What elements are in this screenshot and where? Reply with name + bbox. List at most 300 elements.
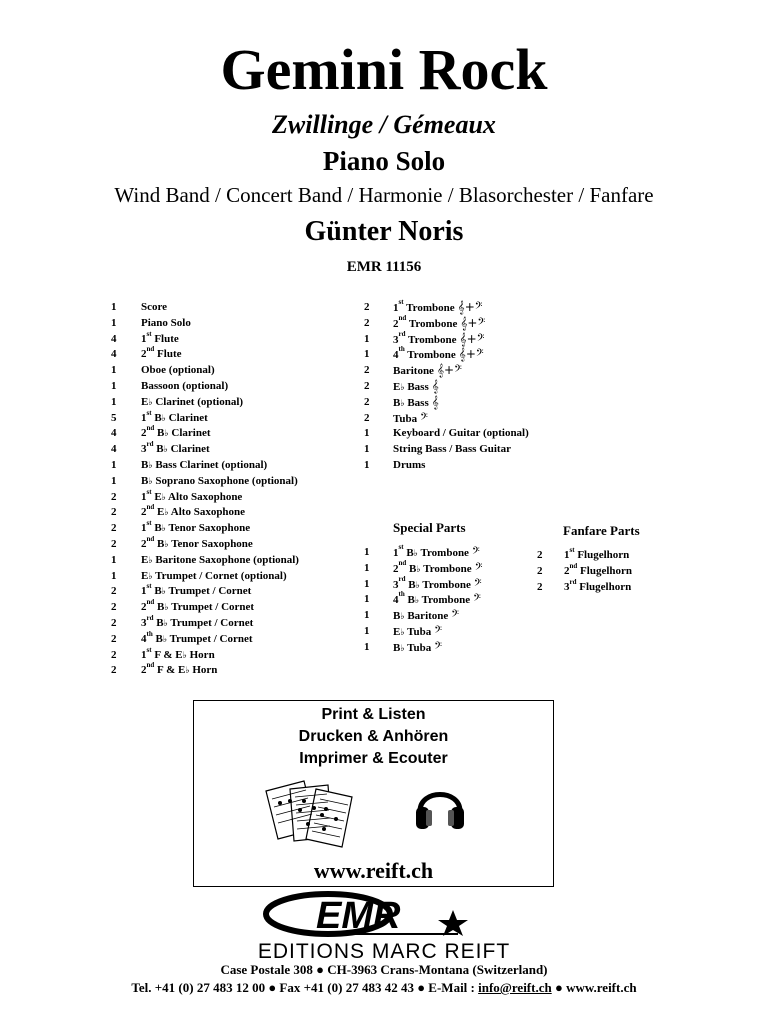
- flat-sign: ♭: [161, 491, 166, 502]
- part-quantity: 2: [364, 316, 370, 329]
- part-ordinal-suffix: rd: [146, 613, 154, 622]
- flat-sign: ♭: [162, 633, 168, 644]
- part-label-rest: Clarinet: [168, 427, 211, 440]
- part-quantity: 2: [111, 522, 117, 535]
- part-quantity: 2: [364, 301, 370, 313]
- part-quantity: 1: [111, 316, 117, 329]
- part-ordinal-suffix: nd: [146, 661, 155, 670]
- clef-icon: 𝄞: [431, 394, 439, 409]
- part-label-rest: Clarinet: [167, 443, 210, 456]
- part-name: [141, 379, 228, 395]
- part-label-rest: Clarinet: [165, 411, 208, 424]
- part-label-rest: Horn: [189, 664, 218, 677]
- part-name: [393, 640, 442, 656]
- part-name: [393, 624, 442, 640]
- part-label-rest: Bass Clarinet (optional): [152, 458, 268, 471]
- part-quantity: 2: [537, 564, 543, 577]
- list-item: [111, 521, 299, 537]
- flat-sign: ♭: [148, 570, 153, 581]
- list-item: [111, 613, 299, 632]
- part-ordinal: 2: [393, 562, 399, 575]
- flat-sign: ♭: [400, 642, 405, 653]
- part-quantity: 1: [364, 561, 370, 574]
- part-quantity: 1: [364, 577, 370, 590]
- part-label-rest: Baritone Saxophone (optional): [152, 553, 299, 566]
- part-label-rest: Tuba: [404, 625, 432, 638]
- part-label: Flute: [151, 332, 179, 345]
- fanfare-parts-list: [537, 548, 632, 595]
- part-name: [141, 363, 215, 379]
- part-quantity: 2: [364, 395, 370, 408]
- part-label: Trombone: [406, 317, 458, 330]
- part-label: Trombone: [404, 349, 456, 362]
- part-name: [141, 474, 298, 490]
- part-ordinal: 2: [141, 664, 147, 677]
- promo-line-fr: Imprimer & Ecouter: [299, 750, 448, 767]
- part-ordinal-suffix: st: [146, 408, 152, 417]
- part-quantity: 1: [364, 443, 370, 456]
- part-ordinal-suffix: st: [569, 546, 575, 554]
- flat-sign: ♭: [161, 412, 166, 423]
- emr-logo: [258, 890, 488, 942]
- list-item: [111, 458, 299, 474]
- list-item: [111, 426, 299, 442]
- subtitle: Zwillinge / Gémeaux: [272, 110, 496, 139]
- part-quantity: 2: [537, 549, 543, 561]
- part-quantity: 2: [364, 411, 370, 424]
- part-quantity: 1: [111, 474, 117, 487]
- sheet-music-icon: [264, 779, 358, 849]
- part-name: [393, 395, 439, 411]
- part-label: Drums: [393, 458, 426, 471]
- part-label: B: [141, 474, 149, 487]
- part-quantity: 1: [364, 546, 370, 558]
- part-ordinal-suffix: st: [146, 487, 152, 496]
- part-ordinal: 3: [141, 443, 147, 456]
- special-parts-list: [364, 545, 482, 656]
- part-label: Piano Solo: [141, 316, 191, 329]
- clef-icon: 𝄢: [451, 608, 460, 623]
- list-item: [111, 487, 299, 506]
- part-name: [141, 584, 251, 600]
- part-quantity: 2: [364, 364, 370, 377]
- clef-icon: 𝄢: [473, 592, 481, 607]
- part-ordinal: 4: [141, 632, 147, 645]
- part-label: B: [154, 537, 165, 550]
- promo-line-de: Drucken & Anhören: [298, 728, 449, 745]
- part-label-rest: Alto Saxophone: [165, 490, 243, 503]
- part-name: [393, 608, 459, 624]
- part-quantity: 4: [111, 332, 117, 345]
- part-ordinal-suffix: nd: [146, 424, 155, 433]
- part-label: Baritone: [393, 365, 434, 378]
- part-ordinal: 3: [564, 580, 570, 593]
- promo-line-en: Print & Listen: [321, 706, 426, 723]
- part-label: B: [151, 411, 162, 424]
- part-quantity: 1: [111, 553, 117, 566]
- part-label: Oboe (optional): [141, 364, 215, 377]
- list-item: [111, 600, 299, 616]
- part-quantity: 2: [111, 632, 117, 645]
- list-item: [111, 363, 299, 379]
- part-label: B: [153, 616, 164, 629]
- part-label-rest: Tuba: [404, 641, 432, 654]
- clef-icon: 𝄞+𝄢: [457, 300, 483, 314]
- list-item: [364, 608, 482, 624]
- part-label-rest: Tenor Saxophone: [168, 537, 253, 550]
- flat-sign: ♭: [415, 579, 420, 590]
- part-label: B: [406, 562, 417, 575]
- list-item: [111, 569, 299, 585]
- list-item: [364, 300, 529, 316]
- part-quantity: 1: [364, 332, 370, 345]
- part-ordinal-suffix: st: [398, 298, 404, 306]
- part-ordinal-suffix: st: [146, 645, 152, 654]
- part-quantity: 1: [111, 458, 117, 471]
- page-title: Gemini Rock: [220, 37, 548, 102]
- part-name: [141, 600, 254, 616]
- part-name: [393, 442, 511, 458]
- part-label: B: [154, 601, 165, 614]
- part-ordinal-suffix: rd: [569, 577, 577, 586]
- part-quantity: 1: [111, 569, 117, 582]
- list-item: [364, 395, 529, 411]
- part-ordinal: 1: [393, 302, 399, 314]
- part-ordinal-suffix: nd: [146, 534, 155, 543]
- list-item: [364, 458, 529, 474]
- part-label: B: [393, 610, 401, 623]
- part-name: [141, 613, 254, 632]
- part-quantity: 2: [111, 616, 117, 629]
- part-label: E: [154, 506, 165, 519]
- list-item: [111, 408, 299, 427]
- part-quantity: 1: [364, 593, 370, 606]
- list-item: [364, 313, 529, 332]
- part-label: B: [154, 427, 165, 440]
- flat-sign: ♭: [164, 507, 169, 518]
- list-item: [364, 558, 483, 577]
- list-item: [364, 347, 529, 363]
- part-quantity: 1: [364, 427, 370, 440]
- list-item: [111, 329, 299, 348]
- list-item: [364, 329, 529, 348]
- part-ordinal: 1: [141, 411, 147, 424]
- part-label: B: [152, 632, 163, 645]
- part-name: [141, 458, 267, 474]
- part-ordinal: 2: [141, 427, 147, 440]
- publisher-address: Case Postale 308 ● CH-3963 Crans-Montana (Switzerland): [220, 962, 548, 977]
- list-item: [364, 411, 529, 427]
- logo-text: EMR: [316, 895, 401, 937]
- part-ordinal-suffix: th: [146, 629, 153, 638]
- part-label: Flugelhorn: [574, 549, 630, 561]
- part-ordinal-suffix: th: [398, 590, 405, 599]
- flat-sign: ♭: [400, 381, 405, 392]
- part-name: [141, 505, 245, 521]
- part-label-rest: Trombone: [419, 578, 471, 591]
- list-item: [111, 395, 299, 411]
- part-label-rest: Bass: [404, 396, 429, 409]
- part-ordinal-suffix: nd: [146, 598, 155, 607]
- list-item: [364, 592, 482, 608]
- list-item: [111, 300, 299, 316]
- flat-sign: ♭: [182, 649, 187, 660]
- list-item: [364, 426, 529, 442]
- part-ordinal: 3: [393, 578, 399, 591]
- part-label: B: [153, 443, 164, 456]
- part-label: Score: [141, 301, 168, 313]
- clef-icon: 𝄢: [473, 576, 482, 591]
- publisher-name: EDITIONS MARC REIFT: [257, 940, 511, 963]
- list-item: [111, 442, 299, 458]
- part-label: B: [151, 585, 162, 598]
- part-ordinal-suffix: rd: [398, 329, 406, 338]
- part-label-rest: Baritone: [404, 610, 449, 623]
- part-label-rest: Trombone: [419, 594, 471, 607]
- part-label: B: [403, 547, 414, 559]
- part-ordinal-suffix: st: [146, 519, 152, 528]
- part-quantity: 2: [111, 585, 117, 598]
- flat-sign: ♭: [400, 397, 405, 408]
- part-ordinal-suffix: st: [146, 582, 152, 591]
- clef-icon: 𝄢: [434, 623, 442, 638]
- part-ordinal-suffix: nd: [569, 561, 578, 570]
- part-quantity: 1: [111, 301, 117, 313]
- part-name: [393, 300, 482, 316]
- part-name: [141, 663, 217, 679]
- flat-sign: ♭: [164, 602, 169, 613]
- solo-instrument: Piano Solo: [322, 146, 446, 176]
- part-label: B: [404, 594, 415, 607]
- clef-icon: 𝄢: [474, 560, 483, 575]
- part-quantity: 1: [111, 364, 117, 377]
- fanfare-parts-header: Fanfare Parts: [563, 523, 640, 538]
- list-item: [111, 347, 299, 363]
- part-name: [393, 458, 425, 474]
- part-label: B: [405, 578, 416, 591]
- part-quantity: 4: [111, 443, 117, 456]
- part-ordinal: 2: [141, 348, 147, 361]
- part-ordinal-suffix: nd: [398, 313, 407, 322]
- part-name: [393, 379, 439, 395]
- flat-sign: ♭: [164, 428, 169, 439]
- part-label: E: [141, 569, 149, 582]
- flat-sign: ♭: [400, 626, 405, 637]
- part-label-rest: Alto Saxophone: [168, 506, 246, 519]
- clef-icon: 𝄞+𝄢: [460, 315, 486, 330]
- part-ordinal-suffix: th: [398, 345, 405, 354]
- part-quantity: 2: [537, 580, 543, 593]
- part-ordinal-suffix: rd: [398, 574, 406, 583]
- list-item: [111, 629, 299, 648]
- list-item: [111, 379, 299, 395]
- flat-sign: ♭: [185, 665, 190, 676]
- part-label-rest: Soprano Saxophone (optional): [152, 474, 298, 487]
- flat-sign: ♭: [148, 459, 153, 470]
- list-item: [364, 379, 529, 395]
- part-label: E: [393, 380, 401, 393]
- part-label: Trombone: [405, 333, 457, 346]
- part-name: [141, 347, 182, 363]
- part-ordinal: 1: [141, 648, 147, 661]
- part-label: B: [393, 396, 401, 409]
- part-quantity: 2: [111, 601, 117, 614]
- print-listen-box: [193, 700, 554, 887]
- part-label: Trombone: [403, 302, 455, 314]
- website-link[interactable]: www.reift.ch: [313, 858, 434, 883]
- contact-website: ● www.reift.ch: [551, 980, 637, 995]
- clef-icon: 𝄞+𝄢: [458, 347, 484, 362]
- part-name: [141, 629, 253, 648]
- ensemble-line: Wind Band / Concert Band / Harmonie / Blasorchester / Fanfare: [114, 183, 654, 207]
- part-name: [141, 395, 243, 411]
- part-ordinal-suffix: nd: [146, 503, 155, 512]
- part-ordinal: 1: [141, 522, 147, 535]
- list-item: [364, 442, 529, 458]
- list-item: [111, 534, 299, 553]
- list-item: [111, 584, 299, 600]
- part-name: [393, 426, 529, 442]
- part-name: [141, 569, 287, 585]
- email-link[interactable]: info@reift.ch: [478, 980, 552, 995]
- part-name: [393, 545, 480, 561]
- flat-sign: ♭: [163, 617, 168, 628]
- part-ordinal-suffix: st: [146, 329, 152, 338]
- part-quantity: 1: [364, 609, 370, 622]
- flat-sign: ♭: [148, 554, 153, 565]
- headphones-icon: [414, 777, 466, 833]
- part-label: F & E: [151, 648, 183, 661]
- part-ordinal: 4: [393, 349, 399, 362]
- part-ordinal: 1: [141, 585, 147, 598]
- part-label-rest: Trumpet / Cornet: [167, 632, 253, 645]
- list-item: [111, 474, 299, 490]
- part-name: [141, 487, 243, 506]
- part-name: [393, 574, 482, 593]
- part-name: [393, 558, 483, 577]
- list-item: [111, 505, 299, 521]
- flat-sign: ♭: [148, 396, 153, 407]
- part-label: Flute: [154, 348, 182, 361]
- part-ordinal-suffix: nd: [398, 558, 407, 567]
- composer: Günter Noris: [304, 216, 464, 247]
- part-label: Tuba: [393, 412, 418, 425]
- part-quantity: 4: [111, 348, 117, 361]
- part-name: [564, 577, 632, 596]
- publisher-contact: [0, 980, 768, 996]
- part-quantity: 2: [111, 664, 117, 677]
- list-item: [111, 645, 299, 664]
- part-ordinal: 3: [141, 616, 147, 629]
- part-label-rest: Trombone: [420, 562, 472, 575]
- list-item: [537, 548, 632, 564]
- part-name: [393, 592, 481, 608]
- list-item: [111, 316, 299, 332]
- part-label: B: [151, 522, 162, 535]
- clef-icon: 𝄢: [434, 639, 442, 654]
- part-label: String Bass / Bass Guitar: [393, 443, 511, 456]
- part-label-rest: Trumpet / Cornet: [168, 601, 255, 614]
- part-ordinal: 1: [393, 547, 399, 559]
- part-quantity: 2: [111, 506, 117, 519]
- part-label-rest: Horn: [186, 648, 215, 661]
- part-quantity: 4: [111, 427, 117, 440]
- part-label-rest: Trumpet / Cornet (optional): [152, 569, 287, 582]
- clef-icon: 𝄞+𝄢: [436, 363, 462, 378]
- parts-list-main: [111, 300, 299, 679]
- part-quantity: 5: [111, 411, 117, 424]
- part-quantity: 1: [364, 348, 370, 361]
- part-quantity: 1: [364, 640, 370, 653]
- part-name: [393, 411, 428, 427]
- part-ordinal: 1: [564, 549, 570, 561]
- part-ordinal: 2: [393, 317, 399, 330]
- list-item: [364, 624, 482, 640]
- part-label-rest: Trumpet / Cornet: [167, 616, 254, 629]
- part-label: E: [141, 553, 149, 566]
- part-quantity: 2: [111, 648, 117, 661]
- part-label: B: [393, 641, 401, 654]
- flat-sign: ♭: [416, 563, 421, 574]
- list-item: [364, 363, 529, 379]
- part-quantity: 1: [364, 458, 370, 471]
- part-ordinal: 3: [393, 333, 399, 346]
- part-ordinal-suffix: rd: [146, 440, 154, 449]
- list-item: [537, 561, 632, 580]
- part-label-rest: Bass: [404, 380, 429, 393]
- part-quantity: 1: [111, 395, 117, 408]
- flat-sign: ♭: [414, 595, 420, 606]
- part-label-rest: Trombone: [417, 547, 469, 559]
- part-name: [141, 534, 253, 553]
- part-ordinal-suffix: nd: [146, 345, 155, 354]
- list-item: [111, 663, 299, 679]
- part-name: [393, 347, 484, 363]
- catalog-number: EMR 11156: [346, 259, 422, 275]
- flat-sign: ♭: [413, 548, 418, 558]
- part-label: E: [151, 490, 162, 503]
- part-name: [141, 553, 299, 569]
- list-item: [111, 553, 299, 569]
- list-item: [364, 545, 482, 561]
- part-ordinal: 2: [141, 601, 147, 614]
- flat-sign: ♭: [163, 444, 168, 455]
- flat-sign: ♭: [161, 523, 166, 534]
- part-label: Flugelhorn: [577, 564, 632, 577]
- part-name: [393, 363, 462, 379]
- list-item: [364, 640, 482, 656]
- part-name: [393, 329, 485, 348]
- parts-list-brass: [364, 300, 529, 474]
- list-item: [364, 574, 482, 593]
- part-ordinal: 2: [564, 564, 570, 577]
- part-ordinal: 1: [141, 490, 147, 503]
- part-quantity: 1: [364, 624, 370, 637]
- part-label: Keyboard / Guitar (optional): [393, 427, 529, 440]
- part-label-rest: Trumpet / Cornet: [165, 585, 252, 598]
- part-name: [141, 442, 210, 458]
- flat-sign: ♭: [148, 475, 153, 486]
- part-name: [141, 300, 167, 316]
- part-ordinal: 2: [141, 537, 147, 550]
- part-ordinal: 2: [141, 506, 147, 519]
- part-label: E: [393, 625, 401, 638]
- clef-icon: 𝄞: [431, 378, 439, 393]
- part-label-rest: Tenor Saxophone: [165, 522, 251, 535]
- part-label-rest: Clarinet (optional): [152, 395, 244, 408]
- part-quantity: 2: [111, 537, 117, 550]
- part-label: Bassoon (optional): [141, 379, 229, 392]
